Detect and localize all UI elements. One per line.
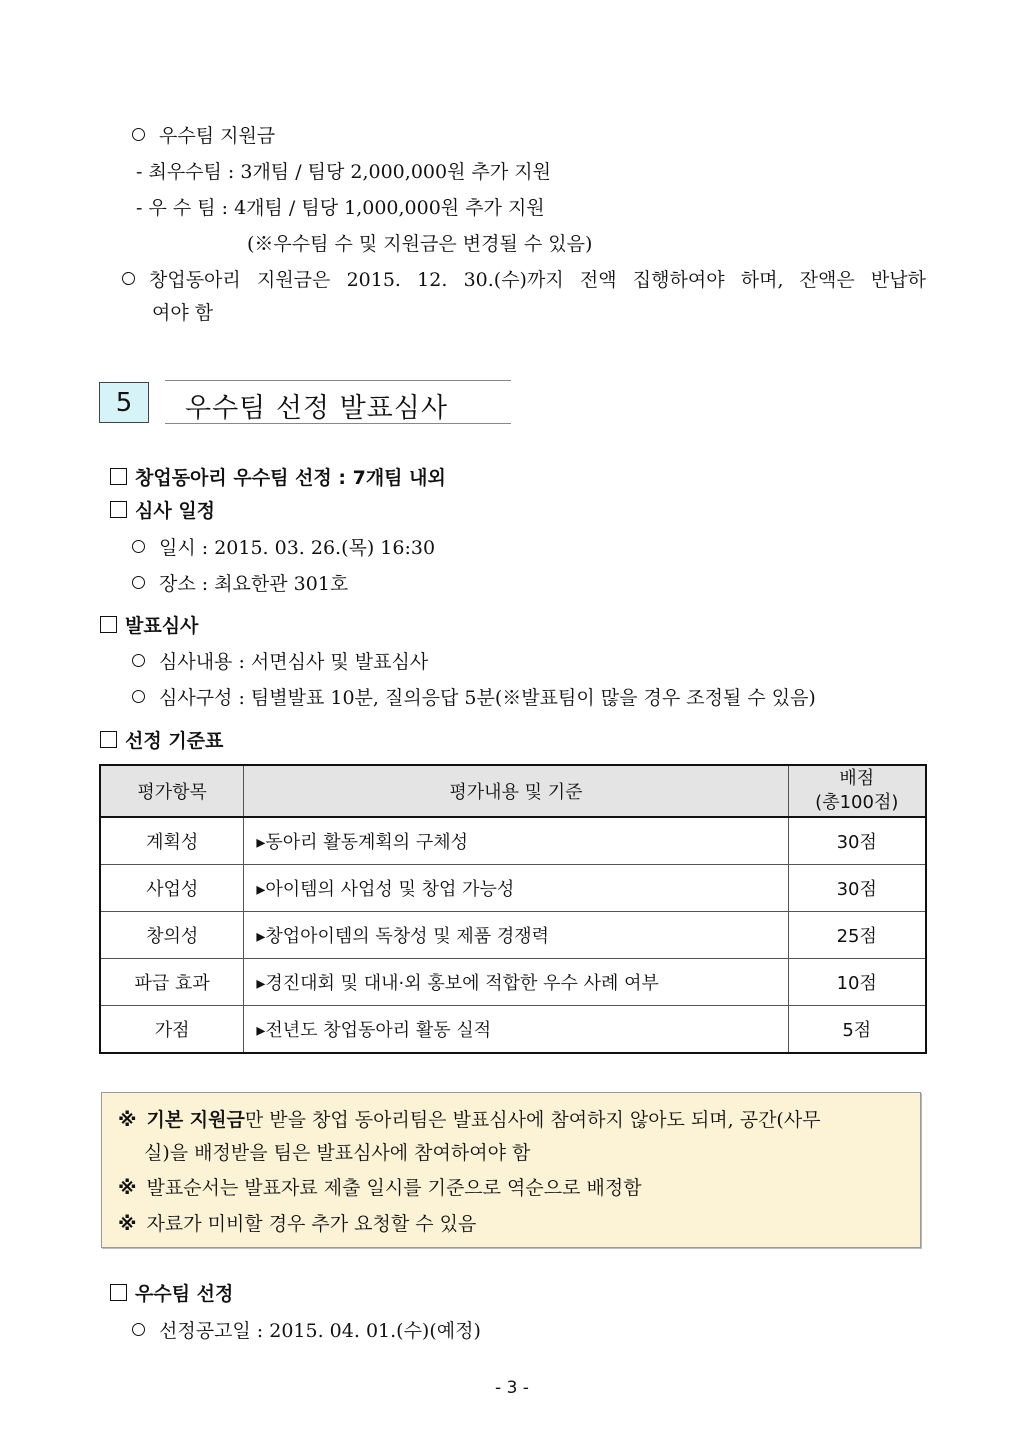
criteria-desc: ▸경진대회 및 대내·외 홍보에 적합한 우수 사례 여부 <box>244 959 788 1006</box>
presentation-format: 심사구성 : 팀별발표 10분, 질의응답 5분(※발표팀이 많을 경우 조정될 수 있음) <box>132 685 816 711</box>
criteria-score: 5점 <box>788 1006 926 1054</box>
notes-box <box>101 1092 921 1248</box>
support-heading: 우수팀 지원금 <box>132 123 275 149</box>
criteria-score: 10점 <box>788 959 926 1006</box>
support-deadline-cont: 여야 함 <box>152 302 214 324</box>
note-basic-fund-cont: 실)을 배정받을 팀은 발표심사에 참여하여야 함 <box>144 1142 531 1164</box>
criteria-desc: ▸아이템의 사업성 및 창업 가능성 <box>244 865 788 912</box>
circle-bullet-icon <box>122 272 135 285</box>
criteria-score: 30점 <box>788 865 926 912</box>
criteria-score: 25점 <box>788 912 926 959</box>
section-title-box <box>165 380 511 424</box>
circle-bullet-icon <box>132 128 145 141</box>
note-order: ※ 발표순서는 발표자료 제출 일시를 기준으로 역순으로 배정함 <box>118 1177 642 1199</box>
criteria-item: 계획성 <box>100 817 244 865</box>
criteria-score: 30점 <box>788 817 926 865</box>
criteria-item: 파급 효과 <box>100 959 244 1006</box>
circle-bullet-icon <box>132 654 145 667</box>
section-number: 5 <box>99 382 149 423</box>
checkbox-icon <box>100 731 117 748</box>
criteria-header-row <box>100 765 926 817</box>
checkbox-icon <box>100 616 117 633</box>
circle-bullet-icon <box>132 576 145 589</box>
section-title: 우수팀 선정 발표심사 <box>185 393 448 424</box>
announcement-heading: 우수팀 선정 <box>110 1281 233 1307</box>
support-excellent-team: - 우 수 팀 : 4개팀 / 팀당 1,000,000원 추가 지원 <box>136 197 545 219</box>
announcement-date: 선정공고일 : 2015. 04. 01.(수)(예정) <box>132 1318 481 1344</box>
circle-bullet-icon <box>132 540 145 553</box>
presentation-content: 심사내용 : 서면심사 및 발표심사 <box>132 649 428 675</box>
selection-count: 창업동아리 우수팀 선정 : 7개팀 내외 <box>110 465 446 491</box>
criteria-item: 창의성 <box>100 912 244 959</box>
circle-bullet-icon <box>132 1323 145 1336</box>
header-item: 평가항목 <box>100 765 244 817</box>
checkbox-icon <box>110 501 127 518</box>
note-basic-fund: ※ 기본 지원금만 받을 창업 동아리팀은 발표심사에 참여하지 않아도 되며, 공간(사무 <box>118 1109 821 1131</box>
schedule-place: 장소 : 최요한관 301호 <box>132 571 348 597</box>
support-top-team: - 최우수팀 : 3개팀 / 팀당 2,000,000원 추가 지원 <box>136 161 551 183</box>
criteria-item: 가점 <box>100 1006 244 1054</box>
table-row <box>100 1006 926 1054</box>
presentation-heading: 발표심사 <box>100 613 198 639</box>
criteria-item: 사업성 <box>100 865 244 912</box>
table-row <box>100 817 926 865</box>
table-row <box>100 959 926 1006</box>
header-score: 배점 (총100점) <box>788 765 926 817</box>
criteria-desc: ▸동아리 활동계획의 구체성 <box>244 817 788 865</box>
page-number: - 3 - <box>495 1378 529 1398</box>
support-deadline: 창업동아리 지원금은 2015. 12. 30.(수)까지 전액 집행하여야 하며, 잔액은 반납하 <box>122 267 926 293</box>
note-materials: ※ 자료가 미비할 경우 추가 요청할 수 있음 <box>118 1213 477 1235</box>
criteria-desc: ▸전년도 창업동아리 활동 실적 <box>244 1006 788 1054</box>
header-desc: 평가내용 및 기준 <box>244 765 788 817</box>
criteria-table <box>99 764 927 1054</box>
schedule-datetime: 일시 : 2015. 03. 26.(목) 16:30 <box>132 535 435 561</box>
criteria-heading: 선정 기준표 <box>100 728 223 754</box>
checkbox-icon <box>110 468 127 485</box>
checkbox-icon <box>110 1284 127 1301</box>
schedule-heading: 심사 일정 <box>110 498 215 524</box>
table-row <box>100 865 926 912</box>
circle-bullet-icon <box>132 690 145 703</box>
table-row <box>100 912 926 959</box>
support-note: (※우수팀 수 및 지원금은 변경될 수 있음) <box>247 233 593 255</box>
criteria-desc: ▸창업아이템의 독창성 및 제품 경쟁력 <box>244 912 788 959</box>
